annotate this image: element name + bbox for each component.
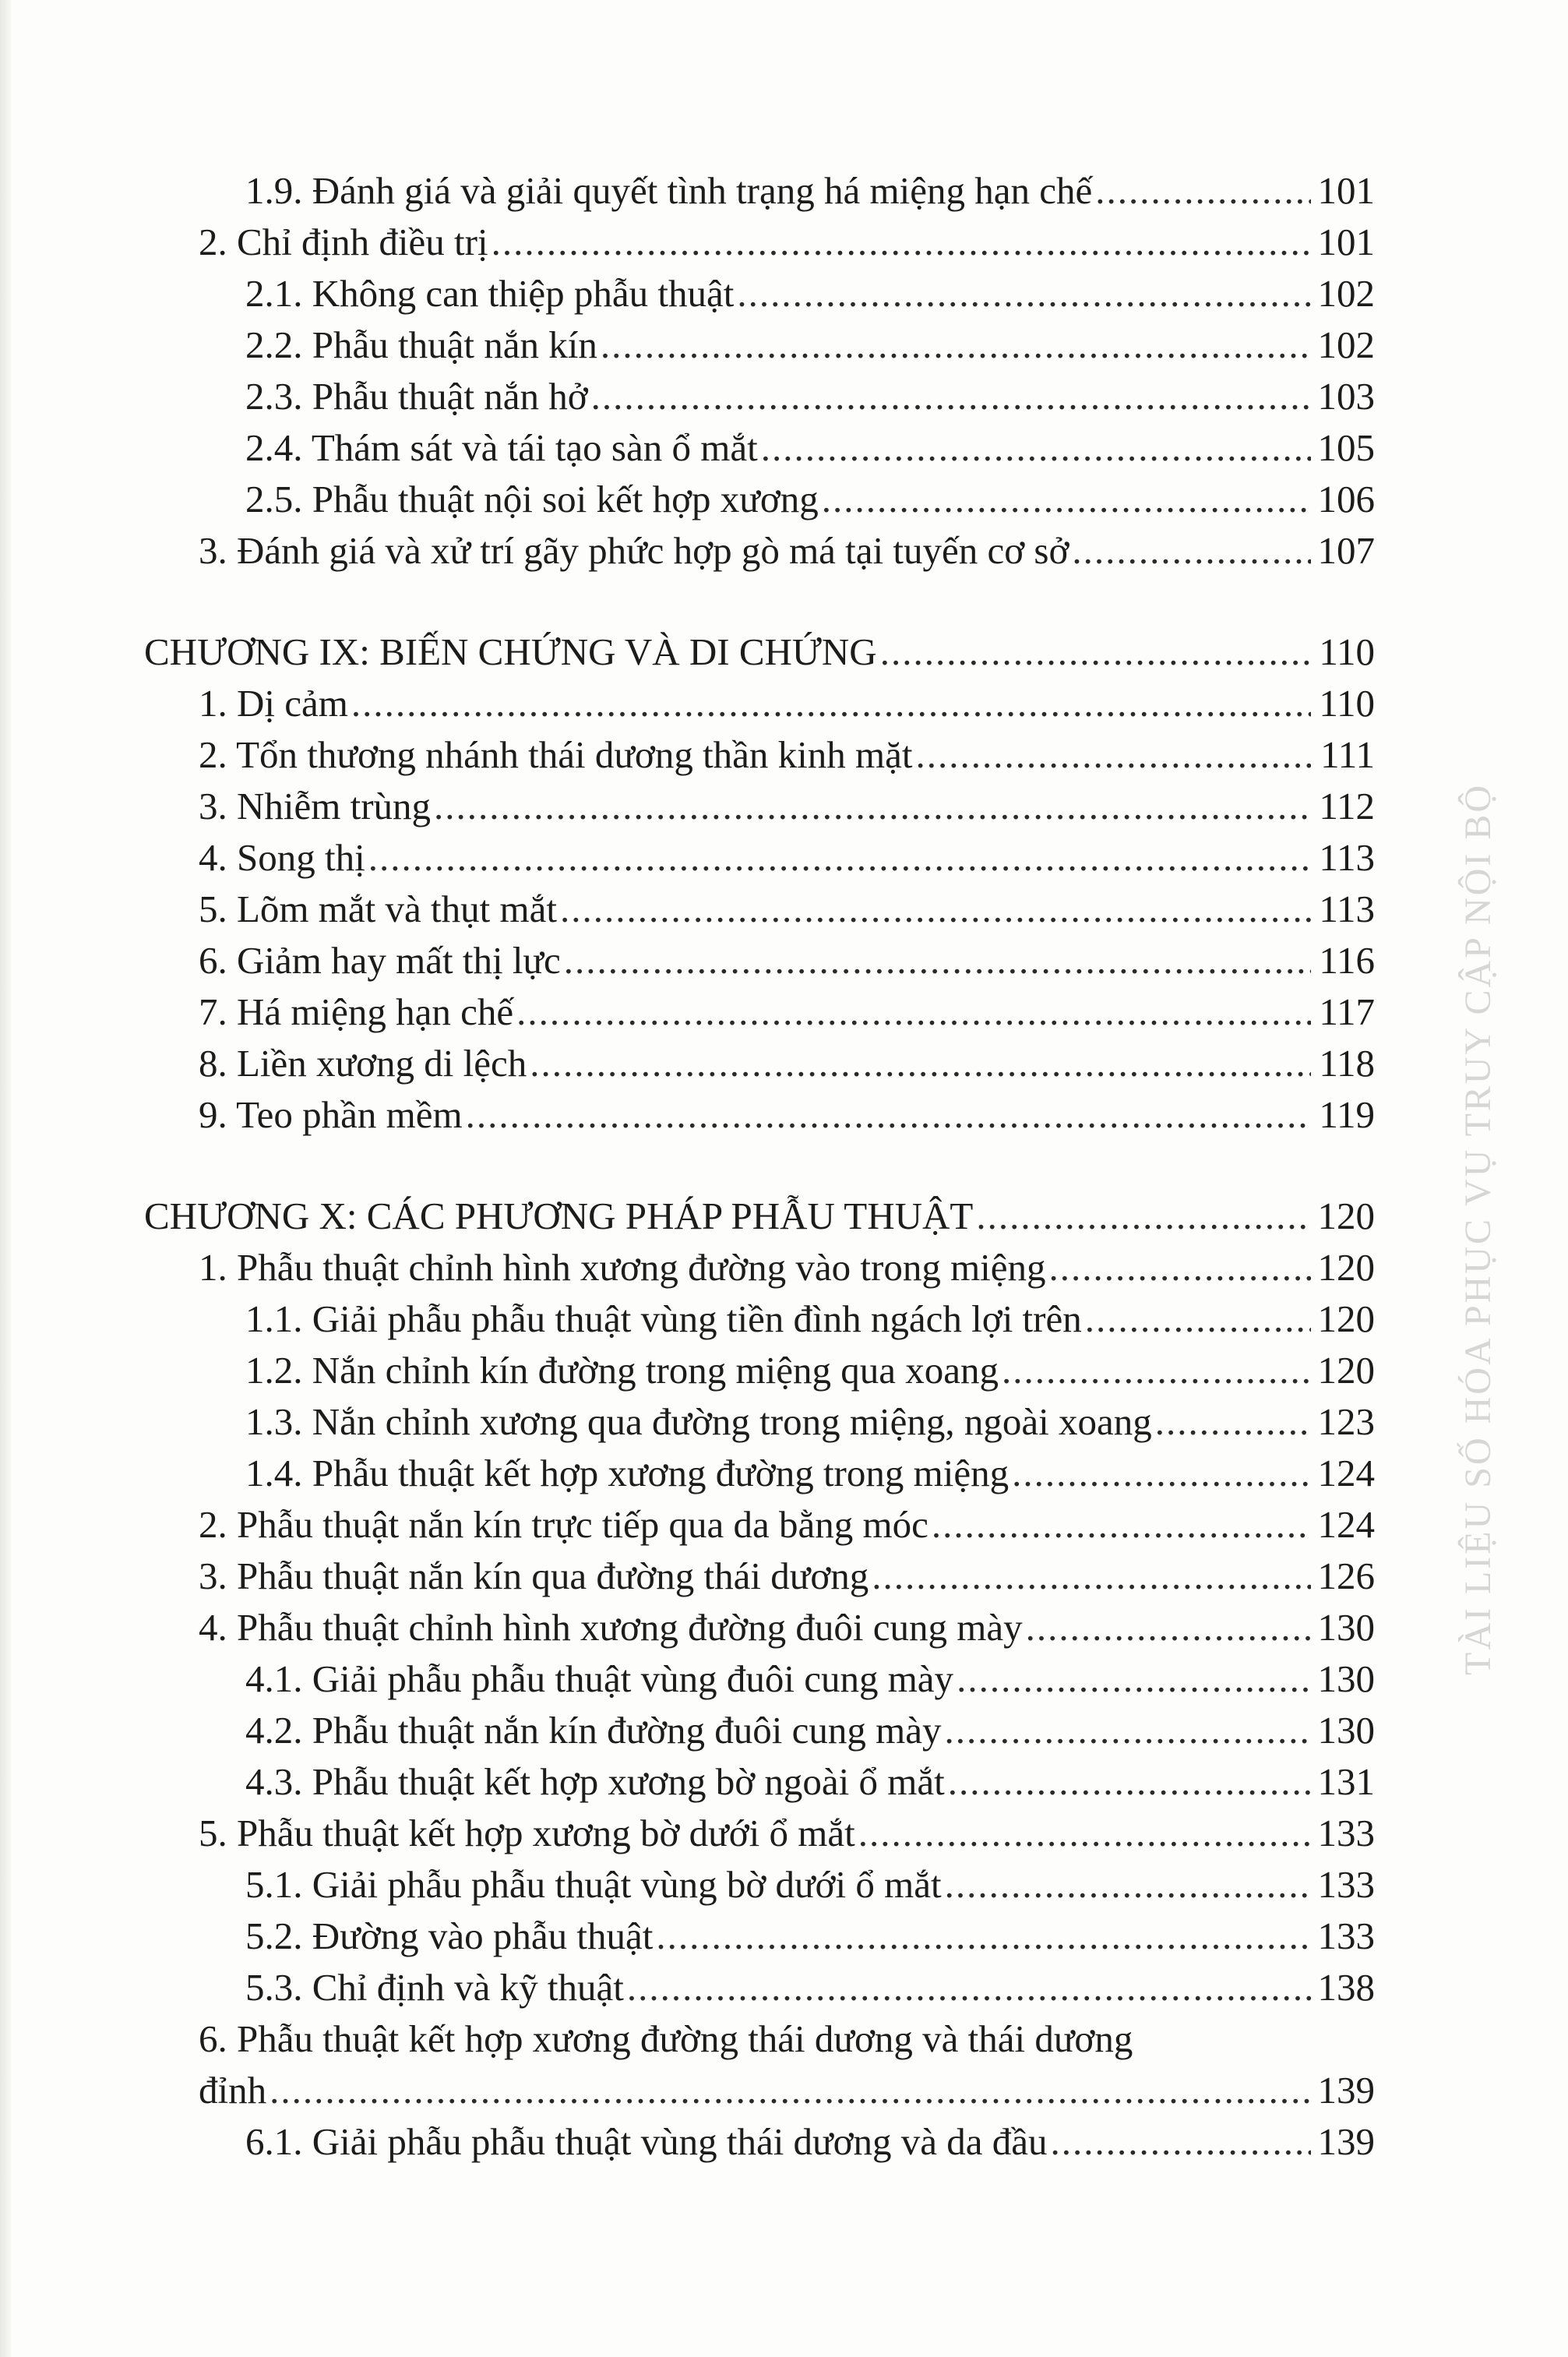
toc-entry-label: CHƯƠNG IX: BIẾN CHỨNG VÀ DI CHỨNG — [144, 630, 877, 673]
toc-leader-dots — [945, 1859, 1311, 1911]
toc-leader-dots — [872, 1551, 1311, 1602]
toc-chapter-heading — [144, 1191, 1375, 1242]
toc-leader-dots — [976, 1191, 1311, 1242]
toc-leader-dots — [1026, 1602, 1311, 1653]
toc-entry-label: 2.5. Phẫu thuật nội soi kết hợp xương — [245, 478, 819, 520]
toc-entry-label: 3. Nhiễm trùng — [199, 785, 432, 827]
toc-entry-page: 120 — [1317, 1194, 1375, 1237]
toc-entry — [144, 1038, 1375, 1089]
toc-entry-label: 1. Phẫu thuật chỉnh hình xương đường vào trong miệng — [199, 1246, 1046, 1289]
page-left-edge — [0, 0, 11, 2357]
toc-entry-page: 126 — [1317, 1554, 1375, 1597]
toc-entry-page: 130 — [1317, 1709, 1375, 1752]
toc-entry-first-line: 6. Phẫu thuật kết hợp xương đường thái dương và thái dương — [199, 2017, 1133, 2060]
toc-entry — [144, 1859, 1375, 1911]
toc-leader-dots — [737, 268, 1311, 319]
toc-entry-label: 6.1. Giải phẫu phẫu thuật vùng thái dương và da đầu — [245, 2120, 1048, 2163]
toc-entry — [144, 1808, 1375, 1859]
toc-leader-dots — [530, 1038, 1311, 1089]
toc-entry-label: 4. Phẫu thuật chỉnh hình xương đường đuôi cung mày — [199, 1606, 1023, 1649]
toc-entry-page: 102 — [1317, 323, 1375, 366]
toc-entry — [144, 525, 1375, 577]
toc-entry-label: 4.2. Phẫu thuật nắn kín đường đuôi cung mày — [245, 1709, 942, 1752]
toc-entry — [144, 1653, 1375, 1705]
toc-leader-dots — [1049, 1242, 1311, 1293]
toc-leader-dots — [368, 832, 1311, 884]
toc-leader-dots — [601, 319, 1311, 371]
toc-leader-dots — [932, 1499, 1311, 1551]
toc-entry-page: 102 — [1317, 272, 1375, 315]
toc-leader-dots — [858, 1808, 1311, 1859]
toc-leader-dots — [1095, 165, 1311, 217]
toc-leader-dots — [822, 474, 1311, 525]
toc-entry — [144, 832, 1375, 884]
toc-entry-label: 4. Song thị — [199, 836, 365, 879]
toc-entry-label: đỉnh — [199, 2069, 267, 2112]
toc-leader-dots — [880, 626, 1311, 678]
toc-leader-dots — [560, 884, 1311, 935]
toc-leader-dots — [516, 986, 1311, 1038]
toc-entry — [144, 2065, 1375, 2116]
toc-entry-label: 8. Liền xương di lệch — [199, 1042, 527, 1085]
toc-entry — [144, 678, 1375, 729]
toc-entry — [144, 781, 1375, 832]
toc-entry-page: 124 — [1317, 1503, 1375, 1546]
toc-entry-page: 138 — [1317, 1966, 1375, 2009]
toc-entry-label: 2.3. Phẫu thuật nắn hở — [245, 375, 588, 418]
toc-entry-page: 139 — [1317, 2069, 1375, 2112]
toc-entry — [144, 422, 1375, 474]
toc-entry-page: 110 — [1319, 682, 1375, 725]
table-of-contents — [144, 165, 1375, 2168]
toc-entry-label: 2.2. Phẫu thuật nắn kín — [245, 323, 597, 366]
toc-entry — [144, 1448, 1375, 1499]
toc-entry-label: 2. Chỉ định điều trị — [199, 221, 488, 263]
toc-entry-page: 133 — [1317, 1863, 1375, 1906]
toc-entry-page: 112 — [1319, 785, 1375, 827]
toc-entry — [144, 1705, 1375, 1756]
toc-entry-label: 1.2. Nắn chỉnh kín đường trong miệng qua xoang — [245, 1349, 999, 1392]
toc-entry-page: 106 — [1317, 478, 1375, 520]
toc-chapter-heading — [144, 626, 1375, 678]
toc-leader-dots — [948, 1756, 1311, 1808]
toc-entry — [144, 1551, 1375, 1602]
toc-leader-dots — [627, 1962, 1311, 2013]
toc-entry — [144, 1499, 1375, 1551]
toc-entry — [144, 319, 1375, 371]
toc-entry-label: 5.2. Đường vào phẫu thuật — [245, 1914, 654, 1957]
toc-leader-dots — [761, 422, 1311, 474]
toc-leader-dots — [591, 371, 1311, 422]
toc-entry-page: 117 — [1319, 990, 1375, 1033]
toc-entry-page: 124 — [1317, 1452, 1375, 1494]
toc-entry-page: 120 — [1317, 1246, 1375, 1289]
toc-entry — [144, 268, 1375, 319]
toc-entry — [144, 1293, 1375, 1345]
toc-entry-page: 103 — [1317, 375, 1375, 418]
toc-leader-dots — [270, 2065, 1311, 2116]
toc-entry — [144, 1756, 1375, 1808]
toc-entry-page: 131 — [1317, 1760, 1375, 1803]
toc-entry-page: 101 — [1317, 221, 1375, 263]
toc-leader-dots — [957, 1653, 1311, 1705]
toc-leader-dots — [1002, 1345, 1311, 1396]
toc-entry — [144, 1089, 1375, 1141]
toc-entry — [144, 2116, 1375, 2168]
toc-entry-label: CHƯƠNG X: CÁC PHƯƠNG PHÁP PHẪU THUẬT — [144, 1194, 974, 1237]
toc-entry-page: 139 — [1317, 2120, 1375, 2163]
toc-entry-label: 1.9. Đánh giá và giải quyết tình trạng há miệng hạn chế — [245, 169, 1093, 212]
toc-entry-page: 118 — [1319, 1042, 1375, 1085]
toc-entry-label: 5.3. Chỉ định và kỹ thuật — [245, 1966, 624, 2009]
toc-entry — [144, 1602, 1375, 1653]
toc-entry-page: 107 — [1317, 529, 1375, 572]
toc-entry-label: 1.1. Giải phẫu phẫu thuật vùng tiền đình ngách lợi trên — [245, 1297, 1082, 1340]
toc-entry-label: 9. Teo phần mềm — [199, 1093, 463, 1136]
toc-entry-page: 105 — [1317, 426, 1375, 469]
toc-entry-label: 1. Dị cảm — [199, 682, 348, 725]
toc-entry-label: 7. Há miệng hạn chế — [199, 990, 514, 1033]
toc-leader-dots — [492, 217, 1311, 268]
toc-leader-dots — [1072, 525, 1311, 577]
toc-entry-page: 123 — [1317, 1400, 1375, 1443]
toc-entry — [144, 1396, 1375, 1448]
toc-entry-page: 133 — [1317, 1914, 1375, 1957]
toc-leader-dots — [1155, 1396, 1311, 1448]
toc-entry-page: 101 — [1317, 169, 1375, 212]
toc-entry — [144, 935, 1375, 986]
toc-entry-page: 120 — [1317, 1349, 1375, 1392]
toc-entry — [144, 1962, 1375, 2013]
toc-leader-dots — [945, 1705, 1311, 1756]
toc-leader-dots — [656, 1911, 1311, 1962]
toc-leader-dots — [434, 781, 1311, 832]
toc-entry-page: 113 — [1319, 887, 1375, 930]
toc-entry-page: 116 — [1319, 939, 1375, 982]
toc-entry — [144, 729, 1375, 781]
toc-leader-dots — [1085, 1293, 1311, 1345]
toc-entry-label: 1.4. Phẫu thuật kết hợp xương đường trong miệng — [245, 1452, 1010, 1494]
toc-entry-page: 130 — [1317, 1606, 1375, 1649]
toc-entry — [144, 884, 1375, 935]
toc-entry-label: 2.1. Không can thiệp phẫu thuật — [245, 272, 735, 315]
toc-leader-dots — [916, 729, 1311, 781]
toc-entry — [144, 1242, 1375, 1293]
toc-entry-page: 130 — [1317, 1657, 1375, 1700]
toc-entry-label: 5.1. Giải phẫu phẫu thuật vùng bờ dưới ổ mắt — [245, 1863, 942, 1906]
toc-entry-label: 3. Đánh giá và xử trí gãy phức hợp gò má tại tuyến cơ sở — [199, 529, 1069, 572]
toc-entry-label: 2.4. Thám sát và tái tạo sàn ổ mắt — [245, 426, 758, 469]
toc-entry-label: 2. Phẫu thuật nắn kín trực tiếp qua da bằng móc — [199, 1503, 928, 1546]
toc-entry — [144, 986, 1375, 1038]
toc-entry-label: 1.3. Nắn chỉnh xương qua đường trong miệng, ngoài xoang — [245, 1400, 1152, 1443]
toc-entry-page: 110 — [1319, 630, 1375, 673]
toc-entry-label: 5. Lõm mắt và thụt mắt — [199, 887, 557, 930]
toc-entry-page: 111 — [1320, 733, 1375, 776]
toc-entry-label: 5. Phẫu thuật kết hợp xương bờ dưới ổ mắt — [199, 1812, 855, 1854]
toc-entry — [144, 371, 1375, 422]
toc-entry — [144, 1911, 1375, 1962]
toc-entry — [144, 474, 1375, 525]
toc-entry-page: 120 — [1317, 1297, 1375, 1340]
watermark-text: TÀI LIỆU SỐ HÓA PHỤC VỤ TRUY CẬP NỘI BỘ — [1457, 782, 1499, 1675]
toc-entry-page: 113 — [1319, 836, 1375, 879]
toc-entry-label: 4.3. Phẫu thuật kết hợp xương bờ ngoài ổ mắt — [245, 1760, 945, 1803]
toc-entry — [144, 1345, 1375, 1396]
toc-entry-label: 2. Tổn thương nhánh thái dương thần kinh mặt — [199, 733, 913, 776]
toc-entry-label: 6. Giảm hay mất thị lực — [199, 939, 561, 982]
toc-entry — [144, 165, 1375, 217]
toc-leader-dots — [1012, 1448, 1311, 1499]
toc-leader-dots — [351, 678, 1311, 729]
toc-leader-dots — [1051, 2116, 1311, 2168]
toc-entry-label: 4.1. Giải phẫu phẫu thuật vùng đuôi cung mày — [245, 1657, 954, 1700]
toc-entry-page: 119 — [1319, 1093, 1375, 1136]
toc-entry — [144, 217, 1375, 268]
toc-leader-dots — [564, 935, 1311, 986]
toc-leader-dots — [466, 1089, 1311, 1141]
toc-entry-label: 3. Phẫu thuật nắn kín qua đường thái dương — [199, 1554, 869, 1597]
toc-entry-page: 133 — [1317, 1812, 1375, 1854]
